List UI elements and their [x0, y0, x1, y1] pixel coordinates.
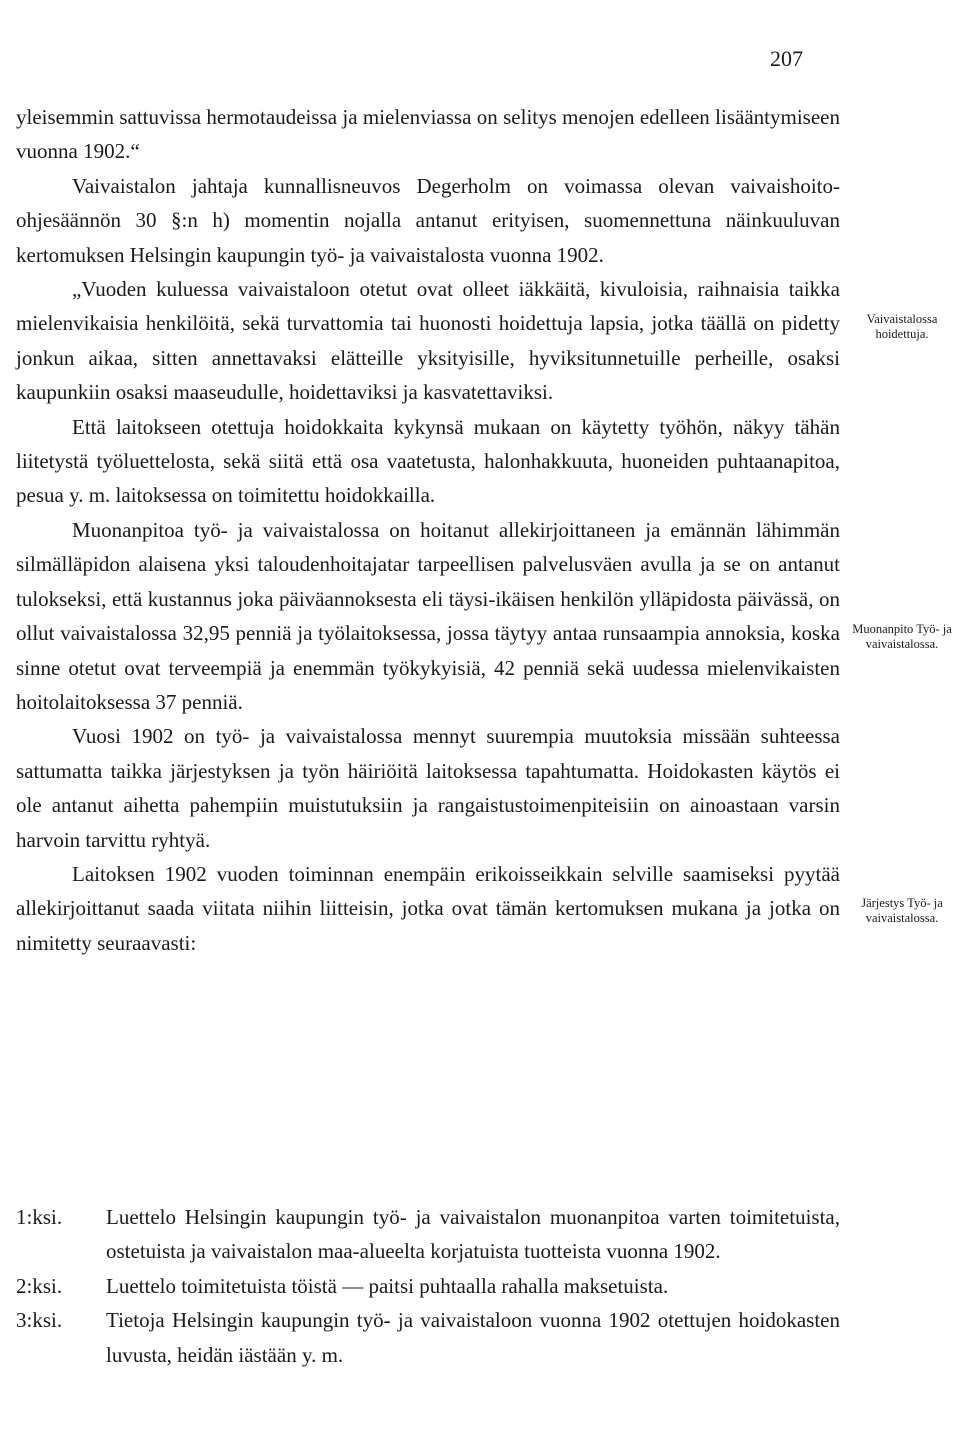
margin-note: Järjestys Työ- ja vaivaistalossa. — [861, 896, 943, 925]
paragraph: Vuosi 1902 on työ- ja vaivaistalossa mennyt suurempia muutoksia missään suhteessa sattumatta taikka järjestyksen ja työn häiriöitä laitoksessa tapahtumatta. Hoidokasten käytös ei ole antanut aihetta pahempiin muistutuksiin ja rangaistustoimenpiteisiin on ainoastaan varsin harvoin tarvittu ryhtyä. — [16, 724, 840, 852]
body-text — [16, 100, 840, 960]
margin-note: Muonanpito Työ- ja vaivaistalossa. — [852, 622, 952, 651]
appendix-item — [16, 1269, 840, 1303]
appendix-number: 1:ksi. — [16, 1205, 63, 1229]
appendix-text: Tietoja Helsingin kaupungin työ- ja vaivaistaloon vuonna 1902 otettujen hoidokasten luvusta, heidän iästään y. m. — [106, 1308, 840, 1367]
paragraph: yleisemmin sattuvissa hermotaudeissa ja mielenviassa on selitys menojen edelleen lisääntymiseen vuonna 1902.“ — [16, 105, 840, 164]
paragraph: Muonanpitoa työ- ja vaivaistalossa on hoitanut allekirjoittaneen ja emännän lähimmän silmälläpidon alaisena yksi taloudenhoitajatar tarpeellisen palvelusväen avulla ja se on antanut tulokseksi, että kustannus joka päiväannoksesta eli täysi-ikäisen henkilön ylläpidosta päivässä, on ollut vaivaistalossa 32,95 penniä ja työlaitoksessa, jossa täytyy antaa runsaampia annoksia, koska sinne otetut ovat terveempiä ja enemmän työkykyisiä, 42 penniä sekä uudessa mielenvikaisten hoitolaitoksessa 37 penniä. — [16, 517, 840, 714]
paragraph: Vaivaistalon jahtaja kunnallisneuvos Degerholm on voimassa olevan vaivaishoito-ohjesäännön 30 §:n h) momentin nojalla antanut erityisen, suomennettuna näinkuuluvan kertomuksen Helsingin kaupungin työ- ja vaivaistalosta vuonna 1902. — [16, 173, 840, 267]
appendix-number: 2:ksi. — [16, 1273, 63, 1298]
appendix-item — [16, 1303, 840, 1372]
appendix-number: 3:ksi. — [16, 1308, 63, 1333]
appendix-text: Luettelo Helsingin kaupungin työ- ja vaivaistalon muonanpitoa varten toimitetuista, ostetuista ja vaivaistalon maa-alueelta korjatuista tuotteista vuonna 1902. — [106, 1205, 840, 1264]
paragraph: Laitoksen 1902 vuoden toiminnan enempäin erikoisseikkain selville saamiseksi pyytää allekirjoittanut saada viitata niihin liitteisin, jotka ovat tämän kertomuksen mukana ja jotka on nimitetty seuraavasti: — [16, 861, 840, 955]
page-number: 207 — [770, 46, 803, 71]
appendix-item — [16, 1200, 840, 1269]
paragraph: „Vuoden kuluessa vaivaistaloon otetut ovat olleet iäkkäitä, kivuloisia, raihnaisia taikka mielenvikaisia henkilöitä, sekä turvattomia tai huonosti hoidettuja lapsia, jotka täällä on pidetty jonkun aikaa, sitten annettavaksi elätteille yksityisille, hyviksitunnetuille perheille, osaksi kaupunkiin osaksi maaseudulle, hoidettaviksi ja kasvatettaviksi. — [16, 277, 840, 405]
appendix-text: Luettelo toimitetuista töistä — paitsi puhtaalla rahalla maksetuista. — [106, 1273, 669, 1298]
margin-note: Vaivaistalossa hoidettuja. — [866, 312, 938, 341]
appendix-list — [16, 1200, 840, 1372]
paragraph: Että laitokseen otettuja hoidokkaita kykynsä mukaan on käytetty työhön, näkyy tähän liitetystä työluettelosta, sekä siitä että osa vaatetusta, halonhakkuuta, huoneiden puhtaanapitoa, pesua y. m. laitoksessa on toimitettu hoidokkailla. — [16, 414, 840, 508]
